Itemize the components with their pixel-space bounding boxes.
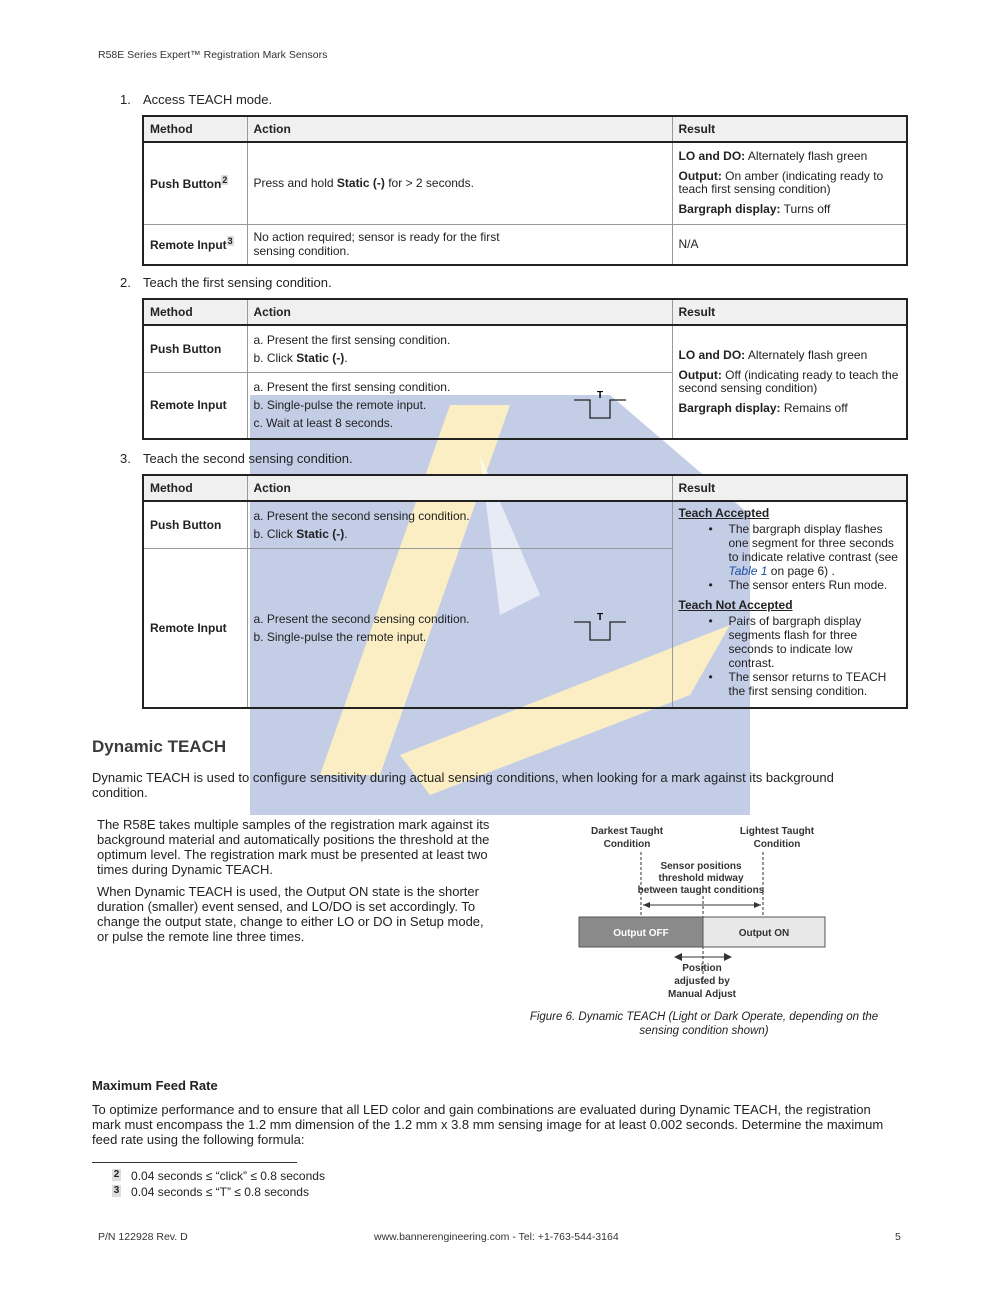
action-header: Action	[247, 116, 672, 142]
dynamic-teach-heading: Dynamic TEACH	[92, 737, 227, 756]
first-condition-table	[142, 298, 908, 440]
step-1	[120, 92, 272, 107]
pulse-label: T	[596, 612, 604, 623]
method-remote-input: Remote Input	[143, 548, 247, 708]
not-accepted-list	[679, 614, 901, 698]
list-item: • The sensor returns to TEACH the first sensing condition.	[679, 670, 901, 698]
step-text: Access TEACH mode.	[143, 92, 273, 107]
max-feed-rate-heading: Maximum Feed Rate	[92, 1078, 218, 1093]
action-cell: No action required; sensor is ready for the first sensing condition.	[247, 224, 672, 265]
output-off-label: Output OFF	[613, 928, 669, 939]
footnote-ref: 3	[227, 236, 233, 247]
position-label-3: Manual Adjust	[668, 989, 736, 1000]
list-item: • Pairs of bargraph display segments flash for three seconds to indicate low contrast.	[679, 614, 901, 670]
result-cell: LO and DO: Alternately flash green Output: Off (indicating ready to teach the second sensing condition) Bargraph display: Remains off	[672, 325, 907, 439]
step-3: 3. Teach the second sensing condition.	[120, 451, 353, 466]
dynamic-teach-figure	[570, 820, 835, 1005]
part-number: P/N 122928 Rev. D	[98, 1231, 188, 1243]
dynamic-intro: Dynamic TEACH is used to configure sensitivity during actual sensing conditions, when looking for a mark against its background condition.	[92, 770, 834, 800]
method-header: Method	[143, 299, 247, 325]
method-remote-input: Remote Input	[143, 372, 247, 439]
lightest-label-1: Lightest Taught	[739, 826, 815, 837]
method-header: Method	[143, 116, 247, 142]
action-header: Action	[247, 475, 672, 501]
result-header: Result	[672, 475, 907, 501]
darkest-label-2: Condition	[603, 839, 651, 850]
accepted-list	[679, 522, 901, 592]
figure-caption: Figure 6. Dynamic TEACH (Light or Dark Operate, depending on the sensing condition shown)	[529, 1011, 879, 1037]
darkest-label-1: Darkest Taught	[590, 826, 664, 837]
dynamic-para-2: When Dynamic TEACH is used, the Output ON state is the shorter duration (smaller) event sensed, and LO/DO is set accordingly. To change the output state, change to either LO or DO in Setup mode, or pulse the remote line three times.	[97, 884, 484, 944]
teach-mode-table	[142, 115, 908, 266]
teach-accepted-title: Teach Accepted	[678, 506, 770, 520]
sensor-label-1: Sensor positions	[660, 861, 742, 872]
footnote-divider	[92, 1162, 297, 1163]
method-push-button: Push Button$^2$	[143, 142, 247, 224]
footer-website: www.bannerengineering.com - Tel: +1-763-544-3164	[374, 1231, 619, 1243]
method-push-button: Push Button	[143, 325, 247, 372]
result-header: Result	[672, 116, 907, 142]
page-number: 5	[895, 1231, 901, 1243]
result-cell: N/A	[672, 224, 907, 265]
teach-not-accepted-title: Teach Not Accepted	[678, 598, 793, 612]
dynamic-para-1: The R58E takes multiple samples of the registration mark against its background material and automatically positions the threshold at the optimum level. The registration mark must be presented at least two times during Dynamic TEACH.	[97, 817, 490, 877]
list-item: • The bargraph display flashes one segment for three seconds to indicate relative contrast (see Table 1 on page 6) .	[679, 522, 901, 578]
list-item: • The sensor enters Run mode.	[679, 578, 901, 592]
footnote-2: 2 0.04 seconds ≤ “click” ≤ 0.8 seconds	[113, 1169, 325, 1183]
action-cell: a. Present the second sensing condition. b. Single-pulse the remote input.	[247, 548, 672, 708]
lightest-label-2: Condition	[753, 839, 801, 850]
pulse-label: T	[596, 390, 604, 401]
position-label-2: adjusted by	[674, 976, 730, 987]
max-feed-rate-text: To optimize performance and to ensure that all LED color and gain combinations are evaluated during Dynamic TEACH, the registration mark must encompass the 1.2 mm dimension of the 1.2 mm x 3.8 mm sensing image for at least 0.002 seconds. Determine the maximum feed rate using the following formula:	[92, 1102, 884, 1147]
action-header: Action	[247, 299, 672, 325]
step-number: 1.	[120, 92, 131, 107]
footnote-ref: 2	[222, 175, 228, 186]
table-1-link[interactable]: Table 1	[728, 564, 768, 578]
sensor-label-2: threshold midway	[658, 873, 744, 884]
action-cell: a. Present the first sensing condition. b. Single-pulse the remote input. c. Wait at least 8 seconds.	[247, 372, 672, 439]
action-cell: a. Present the first sensing condition. b. Click Static (-).	[247, 325, 672, 372]
second-condition-table	[142, 474, 908, 709]
method-remote-input: Remote Input$^3$	[143, 224, 247, 265]
result-header: Result	[672, 299, 907, 325]
pulse-diagram	[572, 388, 628, 432]
method-push-button: Push Button	[143, 501, 247, 548]
footnote-3: 3 0.04 seconds ≤ “T” ≤ 0.8 seconds	[113, 1185, 309, 1199]
result-cell: LO and DO: Alternately flash green Output: On amber (indicating ready to teach first sensing condition) Bargraph display: Turns off	[672, 142, 907, 224]
pulse-diagram	[572, 610, 628, 654]
action-cell: Press and hold Static (-) for > 2 seconds.	[247, 142, 672, 224]
action-cell: a. Present the second sensing condition. b. Click Static (-).	[247, 501, 672, 548]
output-on-label: Output ON	[738, 928, 790, 939]
result-cell	[672, 501, 907, 708]
sensor-label-3: between taught conditions	[637, 885, 765, 896]
page-header: R58E Series Expert™ Registration Mark Sensors	[98, 49, 328, 61]
method-header: Method	[143, 475, 247, 501]
step-2: 2. Teach the first sensing condition.	[120, 275, 332, 290]
position-label-1: Position	[682, 963, 722, 974]
